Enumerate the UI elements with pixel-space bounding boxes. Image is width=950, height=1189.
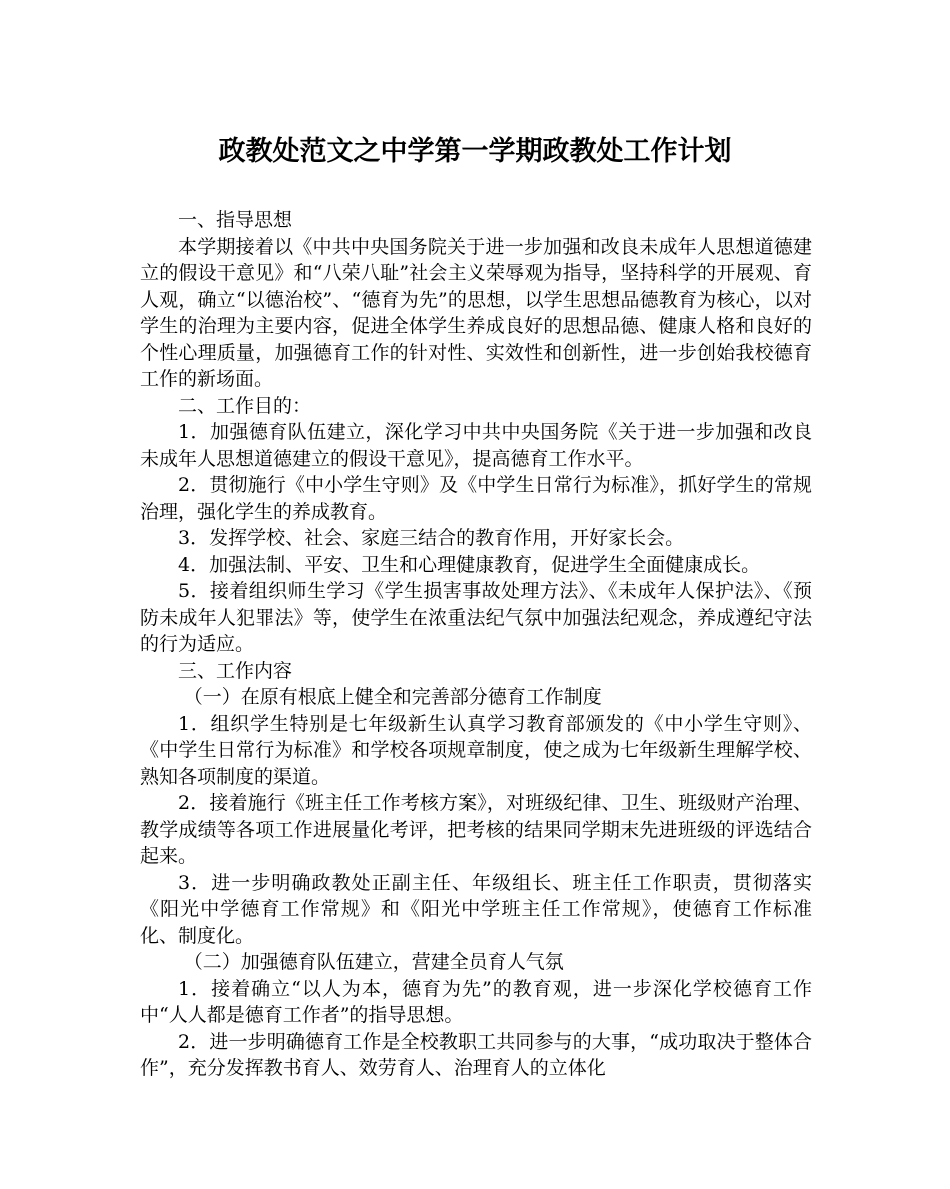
section-heading: 一、指导思想 (178, 209, 293, 231)
paragraph: 1．组织学生特别是七年级新生认真学习教育部颁发的《中小学生守则》、《中学生日常行为标准》和学校各项规章制度，使之成为七年级新生理解学校、熟知各项制度的渠道。 (140, 712, 812, 788)
paragraph: 2．接着施行《班主任工作考核方案》，对班级纪律、卫生、班级财产治理、教学成绩等各项工作进展量化考评，把考核的结果同学期末先进班级的评选结合起来。 (140, 792, 812, 867)
section-heading: 三、工作内容 (178, 659, 293, 682)
paragraph: 3．发挥学校、社会、家庭三结合的教育作用，开好家长会。 (178, 527, 685, 549)
subsection-heading: （二）加强德育队伍建立，营建全员育人气氛 (183, 951, 564, 973)
paragraph: 本学期接着以《中共中央国务院关于进一步加强和改良未成年人思想道德建立的假设干意见》和“八荣八耻”社会主义荣辱观为指导，坚持科学的开展观、育人观，确立“以德治校”、“德育为先”的思想，以学生思想品德教育为核心，以对学生的治理为主要内容，促进全体学生养成良好的思想品德、健康人格和良好的个性心理质量，加强德育工作的针对性、实效性和创新性，进一步创始我校德育工作的新场面。 (140, 235, 812, 390)
paragraph: 3．进一步明确政教处正副主任、年级组长、班主任工作职责，贯彻落实《阳光中学德育工作常规》和《阳光中学班主任工作常规》，使德育工作标准化、制度化。 (140, 871, 812, 947)
paragraph: 2．贯彻施行《中小学生守则》及《中学生日常行为标准》，抓好学生的常规治理，强化学生的养成教育。 (140, 474, 812, 523)
document-title: 政教处范文之中学第一学期政教处工作计划 (218, 136, 732, 167)
document-body (140, 207, 812, 1082)
paragraph: 1．加强德育队伍建立，深化学习中共中央国务院《关于进一步加强和改良未成年人思想道德建立的假设干意见》，提高德育工作水平。 (140, 421, 812, 470)
section-heading: 二、工作目的： (178, 394, 312, 417)
paragraph: 1．接着确立“以人为本，德育为先”的教育观，进一步深化学校德育工作中“人人都是德育工作者”的指导思想。 (140, 977, 812, 1026)
paragraph: 2．进一步明确德育工作是全校教职工共同参与的大事，“成功取决于整体合作”，充分发挥教书育人、效劳育人、治理育人的立体化 (140, 1030, 812, 1079)
paragraph: 4．加强法制、平安、卫生和心理健康教育，促进学生全面健康成长。 (178, 553, 761, 576)
paragraph: 5．接着组织师生学习《学生损害事故处理方法》、《未成年人保护法》、《预防未成年人犯罪法》等，使学生在浓重法纪气氛中加强法纪观念，养成遵纪守法的行为适应。 (140, 580, 812, 655)
subsection-heading: （一）在原有根底上健全和完善部分德育工作制度 (183, 686, 602, 708)
